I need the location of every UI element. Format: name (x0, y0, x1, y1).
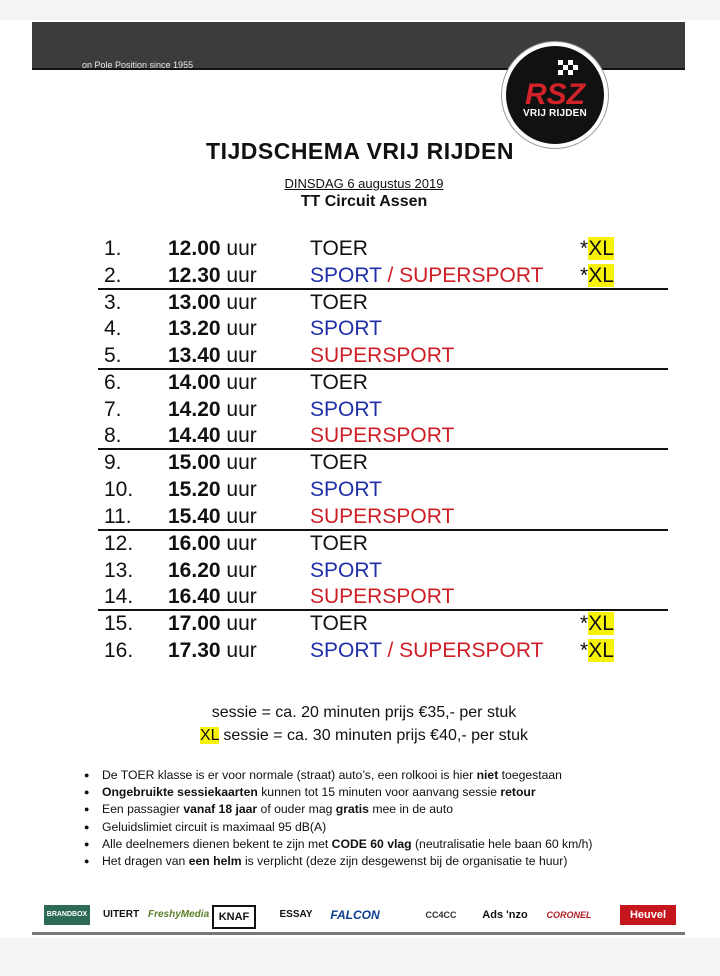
session-number: 14. (104, 585, 134, 609)
checkered-flag-icon (506, 46, 604, 144)
session-class (310, 236, 368, 262)
session-standard: sessie = ca. 20 minuten prijs €35,- per stuk (211, 704, 517, 721)
class-supersport: SUPERSPORT (310, 424, 455, 448)
session-time: 16.20 uur (168, 558, 257, 582)
schedule-row (98, 584, 668, 611)
logo-text: VRIJ RIJDEN (523, 108, 587, 119)
bullet-icon: ● (84, 856, 90, 867)
session-number: 5. (104, 344, 122, 368)
schedule-row (98, 531, 668, 558)
xl-marker: *XL (580, 263, 614, 287)
bullet-icon: ● (84, 821, 90, 832)
schedule-row (98, 290, 668, 317)
circuit-name: TT Circuit Assen (300, 193, 428, 210)
class-supersport: SUPERSPORT (310, 344, 455, 368)
class-sport: SPORT (310, 397, 382, 421)
session-time: 17.30 uur (168, 638, 257, 662)
schedule-row (98, 504, 668, 531)
xl-label: XL (588, 263, 614, 287)
session-number: 4. (104, 317, 122, 341)
session-number: 8. (104, 424, 122, 448)
session-time: 17.00 uur (168, 612, 257, 636)
top-frame (0, 0, 720, 20)
session-class (310, 343, 454, 369)
tagline: on Pole Position since 1955 (82, 60, 194, 70)
session-xl (0, 724, 720, 747)
session-class (310, 370, 368, 396)
class-supersport: SUPERSPORT (310, 585, 455, 609)
sponsor-logo: KNAF (212, 905, 256, 929)
session-time: 15.00 uur (168, 451, 257, 475)
class-sport: SPORT (310, 558, 382, 582)
session-time: 16.40 uur (168, 585, 257, 609)
bullet-icon: ● (84, 787, 90, 798)
class-toer: TOER (310, 612, 368, 636)
schedule-row (98, 611, 668, 638)
session-xl-text: sessie = ca. 30 minuten prijs €40,- per stuk (218, 727, 529, 744)
schedule-table (98, 236, 668, 665)
sponsor-logo: FALCON (326, 905, 384, 925)
session-time: 15.20 uur (168, 478, 257, 502)
session-number: 12. (104, 531, 134, 555)
rule-item: ● Een passagier vanaf 18 jaar of ouder mag gratis mee in de auto (84, 801, 704, 818)
session-time: 12.30 uur (168, 263, 257, 287)
schedule-row (98, 316, 668, 343)
session-class (310, 397, 382, 423)
class-supersport: SUPERSPORT (399, 638, 544, 662)
bullet-icon: ● (84, 838, 90, 849)
schedule-row (98, 263, 668, 290)
session-time: 14.00 uur (168, 371, 257, 395)
class-toer: TOER (310, 237, 368, 260)
session-class (310, 290, 368, 316)
schedule-row (98, 558, 668, 585)
session-time: 13.00 uur (168, 290, 257, 314)
session-class (310, 316, 382, 342)
class-sport: SPORT (310, 478, 382, 502)
session-class (310, 450, 368, 476)
schedule-row (98, 370, 668, 397)
xl-label: XL (588, 638, 614, 662)
class-separator: / (387, 263, 394, 287)
bullet-icon: ● (84, 804, 90, 815)
schedule-row (98, 638, 668, 665)
session-info (0, 701, 720, 747)
xl-label: XL (588, 612, 614, 636)
session-time: 16.00 uur (168, 531, 257, 555)
sponsor-logo: UITERT (100, 905, 142, 925)
session-class (310, 638, 543, 664)
bullet-icon: ● (84, 770, 90, 780)
rule-item: ● Geluidslimiet circuit is maximaal 95 dB(A) (84, 819, 704, 836)
session-class (310, 558, 382, 584)
session-number: 1. (104, 237, 122, 260)
session-class (310, 504, 454, 530)
session-time: 15.40 uur (168, 504, 257, 528)
class-separator: / (387, 638, 394, 662)
session-number: 15. (104, 612, 134, 636)
schedule-row (98, 423, 668, 450)
session-time: 14.20 uur (168, 397, 257, 421)
session-class (310, 423, 454, 449)
session-number: 13. (104, 558, 134, 582)
session-number: 11. (104, 504, 132, 528)
sponsor-logo: Heuvel (620, 905, 676, 925)
session-time: 12.00 uur (168, 237, 257, 260)
rule-item: ● Het dragen van een helm is verplicht (deze zijn desgewenst bij de organisatie te huur) (84, 853, 704, 870)
rule-item: ● Ongebruikte sessiekaarten kunnen tot 15 minuten voor aanvang sessie retour (84, 784, 704, 801)
session-class (310, 611, 368, 637)
sponsor-logo: BRANDBOX (44, 905, 90, 925)
xl-marker: *XL (580, 237, 614, 260)
class-sport: SPORT (310, 263, 382, 287)
bottom-frame (0, 938, 720, 976)
class-supersport: SUPERSPORT (399, 263, 544, 287)
session-class (310, 531, 368, 557)
rule-item: ● De TOER klasse is er voor normale (straat) auto’s, een rolkooi is hier niet toegestaan (84, 767, 704, 784)
schedule-row (98, 450, 668, 477)
session-class (310, 263, 543, 289)
session-number: 3. (104, 290, 122, 314)
bottom-divider (32, 932, 685, 935)
xl-label: XL (588, 237, 614, 260)
schedule-row (98, 477, 668, 504)
sponsor-bar (44, 901, 684, 927)
sponsor-logo: ESSAY (274, 905, 318, 925)
sponsor-logo: CC4CC (408, 905, 474, 925)
schedule-row (98, 343, 668, 370)
class-supersport: SUPERSPORT (310, 504, 455, 528)
class-toer: TOER (310, 451, 368, 475)
session-number: 10. (104, 478, 134, 502)
svg-text:RSZ: RSZ (525, 78, 585, 111)
sponsor-logo: Ads 'nzo (480, 905, 530, 925)
xl-marker: *XL (580, 612, 614, 636)
rules-list (84, 767, 704, 870)
session-number: 2. (104, 263, 122, 287)
class-toer: TOER (310, 290, 368, 314)
session-number: 9. (104, 451, 122, 475)
session-class (310, 584, 454, 610)
xl-label: XL (199, 727, 219, 744)
session-time: 13.40 uur (168, 344, 257, 368)
session-class (310, 477, 382, 503)
class-sport: SPORT (310, 317, 382, 341)
xl-marker: *XL (580, 638, 614, 662)
session-number: 7. (104, 397, 122, 421)
sponsor-logo: FreshyMedia (148, 905, 206, 925)
session-number: 6. (104, 371, 122, 395)
schedule-row (98, 397, 668, 424)
rsz-logo (502, 42, 608, 148)
class-toer: TOER (310, 531, 368, 555)
rule-item: ● Alle deelnemers dienen bekent te zijn met CODE 60 vlag (neutralisatie hele baan 60 km/h) (84, 836, 704, 853)
sponsor-logo: CORONEL (536, 905, 602, 925)
session-time: 14.40 uur (168, 424, 257, 448)
schedule-row (98, 236, 668, 263)
event-date: DINSDAG 6 augustus 2019 (284, 176, 444, 191)
session-number: 16. (104, 638, 134, 662)
session-time: 13.20 uur (168, 317, 257, 341)
class-toer: TOER (310, 371, 368, 395)
page-title: TIJDSCHEMA VRIJ RIJDEN (206, 138, 514, 164)
class-sport: SPORT (310, 638, 382, 662)
